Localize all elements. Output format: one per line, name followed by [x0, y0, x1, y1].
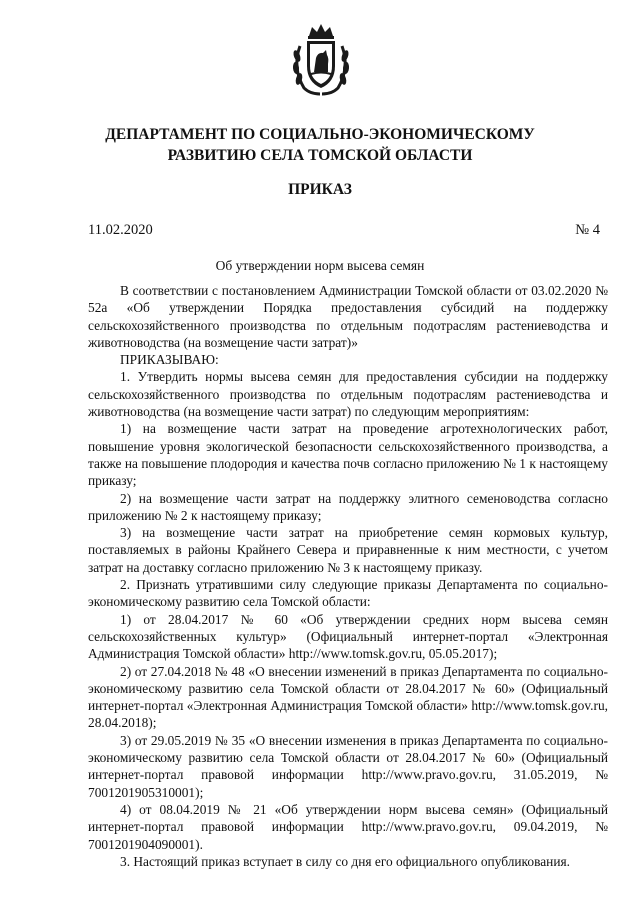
- clause-2-item-3: 3) от 29.05.2019 № 35 «О внесении изменения в приказ Департамента по социально-экономическому развитию села Томской области от 28.04.2017 № 60» (Официальный интернет-портал правовой информации http://www.pravo.gov.ru, 31.05.2019, № 7001201905310001);: [88, 732, 608, 800]
- clause-3: 3. Настоящий приказ вступает в силу со дня его официального опубликования.: [120, 853, 570, 869]
- clause-2-item-2: 2) от 27.04.2018 № 48 «О внесении изменений в приказ Департамента по социально-экономическому развитию села Томской области от 28.04.2017 № 60» (Официальный интернет-портал «Электронная Администрация Томской области» http://www.tomsk.gov.ru, 28.04.2018);: [88, 663, 608, 731]
- order-date: 11.02.2020: [88, 222, 153, 238]
- preamble-paragraph: В соответствии с постановлением Администрации Томской области от 03.02.2020 № 52а «Об утверждении Порядка предоставления субсидий на поддержку сельскохозяйственного производства по отдельным подотраслям растениеводства и животноводства (на возмещение части затрат)»: [88, 283, 608, 350]
- department-title-line-2: РАЗВИТИЮ СЕЛА ТОМСКОЙ ОБЛАСТИ: [167, 147, 473, 164]
- order-number: № 4: [575, 222, 600, 238]
- clause-1-item-1: 1) на возмещение части затрат на проведение агротехнологических работ, повышение уровня экологической безопасности сельскохозяйственного производства, а также на повышение плодородия и качества почв согласно приложению № 1 к настоящему приказу;: [88, 421, 608, 489]
- order-body: [88, 282, 608, 870]
- department-title-line-1: ДЕПАРТАМЕНТ ПО СОЦИАЛЬНО-ЭКОНОМИЧЕСКОМУ: [105, 126, 535, 143]
- clause-2-item-4: 4) от 08.04.2019 № 21 «Об утверждении норм высева семян» (Официальный интернет-портал правовой информации http://www.pravo.gov.ru, 09.04.2019, № 7001201904090001).: [88, 801, 608, 852]
- order-subject: Об утверждении норм высева семян: [215, 258, 425, 273]
- order-title: ПРИКАЗ: [288, 181, 352, 198]
- department-title: [100, 124, 540, 166]
- clause-2: 2. Признать утратившими силу следующие приказы Департамента по социально-экономическому развитию села Томской области:: [88, 577, 608, 610]
- coat-of-arms-icon: [290, 22, 352, 98]
- clause-2-item-1: 1) от 28.04.2017 № 60 «Об утверждении средних норм высева семян сельскохозяйственных культур» (Официальный интернет-портал «Электронная Администрация Томской области» http://www.tomsk.gov.ru, 05.05.2017);: [88, 611, 608, 662]
- clause-1: 1. Утвердить нормы высева семян для предоставления субсидии на поддержку сельскохозяйственного производства по отдельным подотраслям растениеводства и животноводства (на возмещение части затрат) по следующим мероприятиям:: [88, 369, 608, 420]
- clause-1-item-2: 2) на возмещение части затрат на поддержку элитного семеноводства согласно приложению № 2 к настоящему приказу;: [88, 490, 608, 523]
- order-directive: ПРИКАЗЫВАЮ:: [120, 352, 219, 368]
- clause-1-item-3: 3) на возмещение части затрат на приобретение семян кормовых культур, поставляемых в районы Крайнего Севера и приравненные к ним местности, с учетом затрат на доставку согласно приложению № 3 к настоящему приказу.: [88, 525, 608, 575]
